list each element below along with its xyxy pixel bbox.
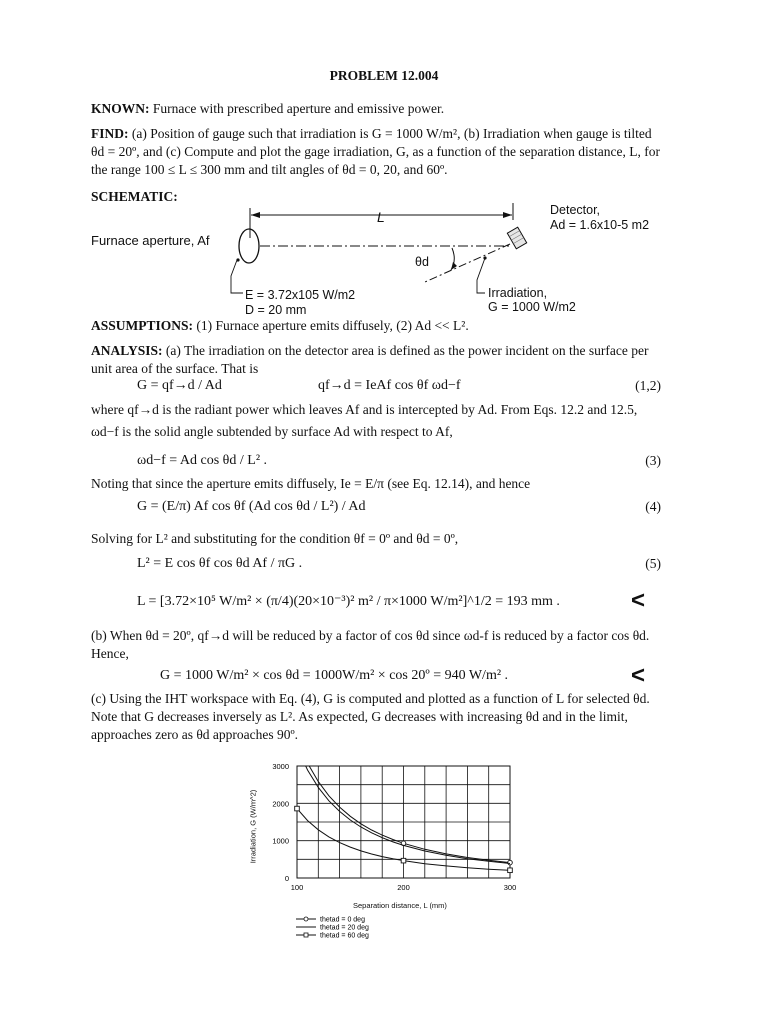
problem-title: PROBLEM 12.004 [329,68,439,83]
chart-x-axis-label: Separation distance, L (mm) [353,901,447,910]
part-c-text-3: approaches zero as θd approaches 90º. [91,727,299,742]
chart-x-tick-label: 100 [290,883,304,892]
diameter-label: D = 20 mm [245,303,307,317]
equation-4-number: (4) [645,499,661,514]
furnace-aperture-label: Furnace aperture, Af [91,233,210,248]
part-b-text-2: Hence, [91,646,129,661]
chart-legend-label-0: thetad = 0 deg [320,916,365,924]
equation-4: G = (E/π) Af cos θf (Ad cos θd / L²) / Ad [137,499,366,514]
detector-label: Detector, [550,203,601,217]
part-b-text-1: (b) When θd = 20º, qf→d will be reduced by a factor of cos θd since ωd-f is reduced by a factor cos θd. [91,628,650,643]
analysis-intro-2: unit area of the surface. That is [91,361,259,376]
equation-l-result: L = [3.72×10⁵ W/m² × (π/4)(20×10⁻³)² m² / π×1000 W/m²]^1/2 = 193 mm . [137,594,560,609]
equation-2: qf→d = IeAf cos θf ωd−f [318,378,461,393]
known-label: KNOWN: [91,101,150,116]
equation-5-number: (5) [645,556,661,571]
where-text-2: ωd−f is the solid angle subtended by surface Ad with respect to Af, [91,424,453,439]
chart-x-tick-label: 200 [397,883,410,892]
find-label: FIND: [91,126,129,141]
equation-3-number: (3) [645,453,661,468]
answer-mark-a: < [631,587,646,614]
find-line-2: θd = 20º, and (c) Compute and plot the gage irradiation, G, as a function of the separation distance, L, for [91,144,660,159]
part-c-text-1: (c) Using the IHT workspace with Eq. (4), G is computed and plotted as a function of L for selected θd. [91,691,650,706]
equation-5: L² = E cos θf cos θd Af / πG . [137,556,303,571]
detector-area-label: Ad = 1.6x10-5 m2 [550,218,650,232]
chart-ticks [272,762,516,892]
chart-y-tick-label: 2000 [272,799,289,809]
chart-legend [296,917,369,940]
find-line-1: (a) Position of gauge such that irradiation is G = 1000 W/m², (b) Irradiation when gauge is tilted [131,126,652,141]
chart-legend-marker-square [304,933,308,937]
chart-y-tick-label: 1000 [272,836,289,846]
chart-legend-label-2: thetad = 60 deg [320,932,369,940]
chart-point-square [295,806,300,811]
answer-mark-b: < [631,662,646,689]
equation-1: G = qf→d / Ad [137,378,222,393]
chart-legend-marker-circle [304,917,308,921]
known-text: Furnace with prescribed aperture and emissive power. [152,101,445,116]
theta-label: θd [415,255,429,269]
chart-point-square [508,868,513,873]
equation-1-2-number: (1,2) [635,378,661,393]
analysis-label: ANALYSIS: [91,343,163,358]
part-c-text-2: Note that G decreases inversely as L². As expected, G decreases with increasing θd and in the limit, [91,709,628,724]
equation-g-tilted: G = 1000 W/m² × cos θd = 1000W/m² × cos 20º = 940 W/m² . [160,668,509,683]
where-text-1: where qf→d is the radiant power which leaves Af and is intercepted by Ad. From Eqs. 12.2 and 12.5, [91,402,638,417]
assumptions-label: ASSUMPTIONS: [91,318,194,333]
chart-y-tick-label: 3000 [272,762,289,771]
schematic-label: SCHEMATIC: [91,189,178,204]
l-label: L [377,209,385,225]
chart-point-circle [508,860,513,865]
noting-text: Noting that since the aperture emits diffusely, Ie = E/π (see Eq. 12.14), and hence [91,476,531,491]
chart-legend-label-1: thetad = 20 deg [320,924,369,932]
find-line-3: the range 100 ≤ L ≤ 300 mm and tilt angles of θd = 0, 20, and 60º. [91,162,448,177]
chart-y-tick-label: 0 [284,874,289,883]
emissive-power-label: E = 3.72x105 W/m2 [245,288,356,302]
irradiation-label: Irradiation, [488,286,548,300]
chart-y-axis-label: Irradiation, G (W/m^2) [248,789,258,864]
irradiation-value-label: G = 1000 W/m2 [488,300,576,314]
equation-3: ωd−f = Ad cos θd / L² . [137,453,268,468]
solving-text: Solving for L² and substituting for the condition θf = 0º and θd = 0º, [91,531,459,546]
chart-point-square [401,858,406,863]
assumptions-text: (1) Furnace aperture emits diffusely, (2) Ad << L². [196,318,469,333]
chart-x-tick-label: 300 [503,883,517,892]
analysis-intro-1: (a) The irradiation on the detector area is defined as the power incident on the surface per [165,343,649,358]
